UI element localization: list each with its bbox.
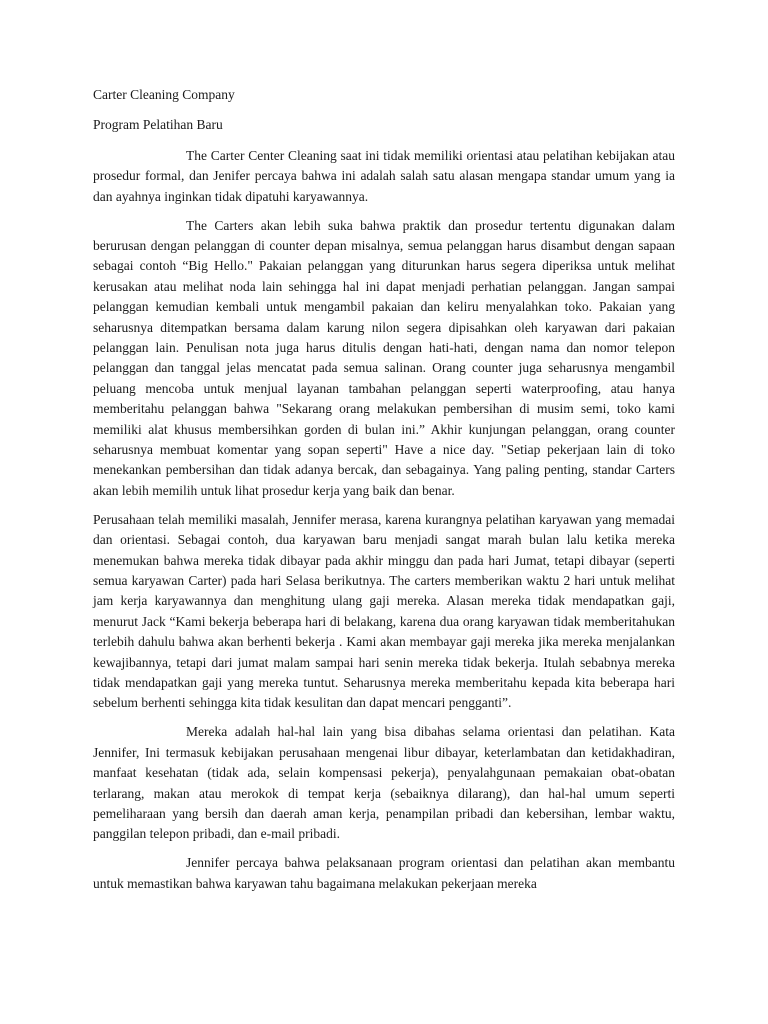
paragraph-1: The Carter Center Cleaning saat ini tidak memiliki orientasi atau pelatihan kebijakan atau prosedur formal, dan Jenifer percaya bahwa ini adalah salah satu alasan mengapa standar umum yang ia dan ayahnya inginkan tidak dipatuhi karyawannya. — [93, 147, 675, 204]
paragraph-5: Jennifer percaya bahwa pelaksanaan program orientasi dan pelatihan akan membantu untuk memastikan bahwa karyawan tahu bagaimana melakukan pekerjaan mereka — [93, 855, 675, 891]
paragraph-3: Perusahaan telah memiliki masalah, Jennifer merasa, karena kurangnya pelatihan karyawan yang memadai dan orientasi. Sebagai contoh, dua karyawan baru menjadi sangat marah bulan lalu ketika mereka menemukan bahwa mereka tidak dibayar pada akhir minggu dan pada hari Jumat, tetapi dibayar (seperti semua karyawan Carter) pada hari Selasa berikutnya. The carters memberikan waktu 2 hari untuk melihat jam kerja karyawannya dan menghitung ulang gaji mereka. Alasan mereka tidak mendapatkan gaji, menurut Jack “Kami bekerja beberapa hari di belakang, karena dua orang karyawan tidak memberitahukan terlebih dahulu bahwa akan berhenti bekerja . Kami akan membayar gaji mereka jika mereka menjalankan kewajibannya, tetapi dari jumat malam sampai hari senin mereka tidak bekerja. Itulah sebabnya mereka tidak mendapatkan gaji yang mereka tuntut. Seharusnya mereka memberitahu kepada kita beberapa hari sebelum berhenti sehingga kita tidak kesulitan dan dapat mencari pengganti”. — [93, 511, 675, 711]
paragraph-4: Mereka adalah hal-hal lain yang bisa dibahas selama orientasi dan pelatihan. Kata Jennifer, Ini termasuk kebijakan perusahaan mengenai libur dibayar, keterlambatan dan ketidakhadiran, manfaat kesehatan (tidak ada, selain kompensasi pekerja), penyalahgunaan pemakaian obat-obatan terlarang, makan atau merokok di tempat kerja (sebaiknya dilarang), dan hal-hal umum seperti pemeliharaan yang bersih dan daerah aman kerja, penampilan pribadi dan kebersihan, lembar waktu, panggilan telepon pribadi, dan e-mail pribadi. — [93, 724, 675, 842]
document-page — [93, 85, 675, 903]
paragraph-2: The Carters akan lebih suka bahwa praktik dan prosedur tertentu digunakan dalam berurusan dengan pelanggan di counter depan misalnya, semua pelanggan harus disambut dengan sapaan sebagai contoh “Big Hello." Pakaian pelanggan yang diturunkan harus segera diperiksa untuk melihat kerusakan atau melihat noda lain sehingga hal ini dapat menjadi perhatian pelanggan. Jangan sampai pelanggan kemudian kembali untuk mengambil pakaian dan keliru menyalahkan toko. Pakaian yang seharusnya ditempatkan bersama dalam karung nilon segera dipisahkan oleh karyawan dari pakaian pelanggan lain. Penulisan nota juga harus ditulis dengan hati-hati, dengan nama dan nomor telepon pelanggan dan tanggal jelas mencatat pada semua salinan. Orang counter juga seharusnya mengambil peluang mencoba untuk menjual layanan tambahan pelanggan seperti waterproofing, atau hanya memberitahu pelanggan bahwa "Sekarang orang melakukan pembersihan di musim semi, toko kami memiliki alat khusus membersihkan gorden di bulan ini.” Akhir kunjungan pelanggan, orang counter seharusnya membuat komentar yang sopan seperti" Have a nice day. "Setiap pekerjaan lain di toko menekankan pembersihan dan tidak adanya bercak, dan sebagainya. Yang paling penting, standar Carters akan lebih memilih untuk lihat prosedur kerja yang baik dan benar. — [93, 217, 675, 498]
company-name: Carter Cleaning Company — [93, 87, 235, 102]
program-title: Program Pelatihan Baru — [93, 117, 223, 133]
